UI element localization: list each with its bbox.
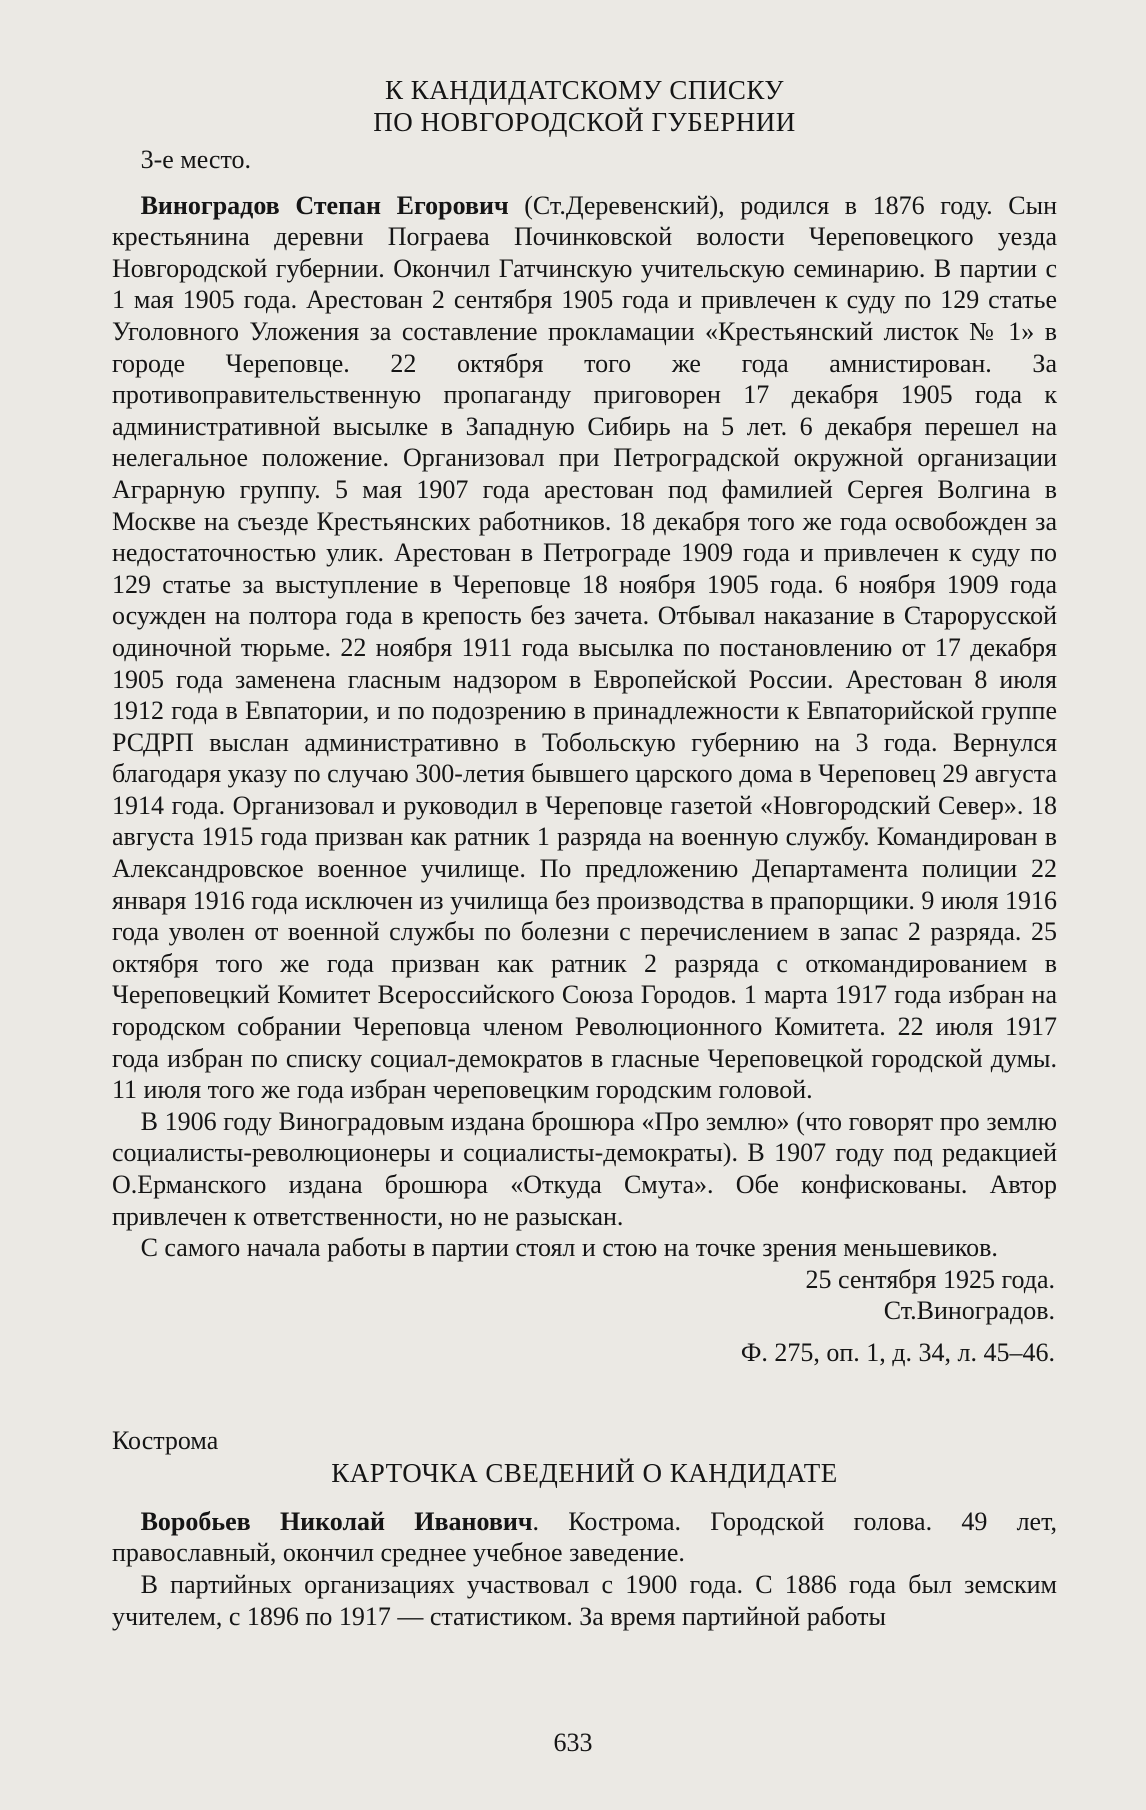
bio-paragraph-2: В 1906 году Виноградовым издана брошюра «Про землю» (что говорят про землю социалисты-революционеры и социалисты-демократы). В 1907 году под редакцией О.Ерманского издана брошюра «Откуда Смута». Обе конфискованы. Автор привлечен к ответственности, но не разыскан. [112,1106,1057,1231]
page-number: 633 [553,1728,593,1757]
card-paragraph-1 [112,1506,1057,1569]
bio-paragraph-1 [112,190,1057,1106]
section-title-line2: ПО НОВГОРОДСКОЙ ГУБЕРНИИ [373,107,796,137]
card-candidate-name: Воробьев Николай Иванович [140,1506,533,1536]
archive-reference: Ф. 275, оп. 1, д. 34, л. 45–46. [740,1337,1055,1367]
card-place: Кострома [112,1425,219,1455]
card-paragraph-1-text: . Кострома. Городской голова. 49 лет, православный, окончил среднее учебное заведение. [112,1506,1057,1568]
letter-signature: Ст.Виноградов. [883,1296,1055,1326]
letter-date: 25 сентября 1925 года. [805,1264,1055,1294]
bio-paragraph-1-text: (Ст.Деревенский), родился в 1876 году. Сын крестьянина деревни Пограева Починковской волости Череповецкого уезда Новгородской губернии. Окончил Гатчинскую учительскую семинарию. В партии с 1 мая 1905 года. Арестован 2 сентября 1905 года и привлечен к суду по 129 статье Уголовного Уложения за составление прокламации «Крестьянский листок № 1» в городе Череповце. 22 октября того же года амнистирован. За противоправительственную пропаганду приговорен 17 декабря 1905 года к административной высылке в Западную Сибирь на 5 лет. 6 декабря перешел на нелегальное положение. Организовал при Петроградской окружной организации Аграрную группу. 5 мая 1907 года арестован под фамилией Сергея Волгина в Москве на съезде Крестьянских работников. 18 декабря того же года освобожден за недостаточностью улик. Арестован в Петрограде 1909 года и привлечен к суду по 129 статье за выступление в Череповце 18 ноября 1905 года. 6 ноября 1909 года осужден на полтора года в крепость без зачета. Отбывал наказание в Старорусской одиночной тюрьме. 22 ноября 1911 года высылка по постановлению от 17 декабря 1905 года заменена гласным надзором в Европейской России. Арестован 8 июля 1912 года в Евпатории, и по подозрению в принадлежности к Евпаторийской группе РСДРП выслан административно в Тобольскую губернию на 3 года. Вернулся благодаря указу по случаю 300-летия бывшего царского дома в Череповец 29 августа 1914 года. Организовал и руководил в Череповце газетой «Новгородский Север». 18 августа 1915 года призван как ратник 1 разряда на военную службу. Командирован в Александровское военное училище. По предложению Департамента полиции 22 января 1916 года исключен из училища без производства в прапорщики. 9 июля 1916 года уволен от военной службы по болезни с перечислением в запас 2 разряда. 25 октября того же года призван как ратник 2 разряда с откомандированием в Череповецкий Комитет Всероссийского Союза Городов. 1 марта 1917 года избран на городском собрании Череповца членом Революционного Комитета. 22 июля 1917 года избран по списку социал-демократов в гласные Череповецкой городской думы. 11 июля того же года избран череповецким городским головой. [112,190,1057,1105]
list-place: 3-е место. [140,145,251,174]
bio-paragraph-3: С самого начала работы в партии стоял и стою на точке зрения меньшевиков. [140,1233,998,1263]
card-paragraph-2: В партийных организациях участвовал с 1900 года. С 1886 года был земским учителем, с 1896 по 1917 — статистиком. За время партийной работы [112,1569,1057,1631]
candidate-name: Виноградов Степан Егорович [140,190,509,220]
card-title: КАРТОЧКА СВЕДЕНИЙ О КАНДИДАТЕ [331,1458,838,1489]
section-title-line1: К КАНДИДАТСКОМУ СПИСКУ [384,75,785,105]
section-gap [112,1369,1057,1425]
text-column [112,74,1057,1632]
